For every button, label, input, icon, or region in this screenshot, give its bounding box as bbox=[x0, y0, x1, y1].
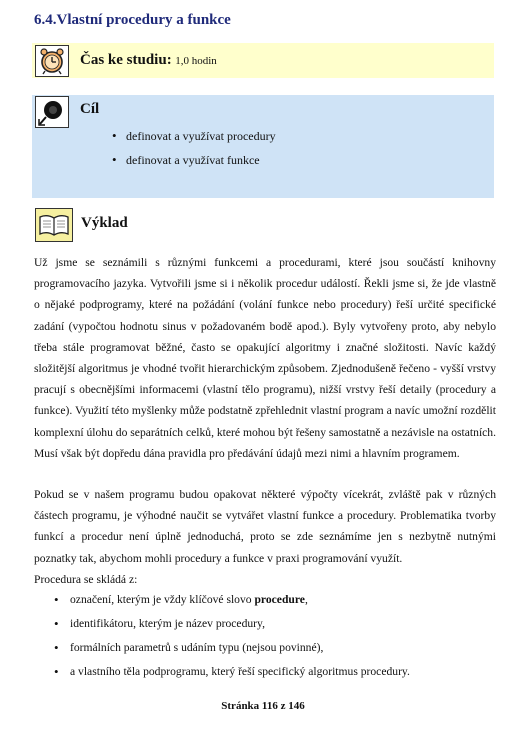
section-heading: 6.4.Vlastní procedury a funkce bbox=[34, 12, 231, 28]
list-item: • a vlastního těla podprogramu, který řeší specifický algoritmus procedury. bbox=[54, 662, 494, 686]
list-item: • formálních parametrů s udáním typu (nejsou povinné), bbox=[54, 638, 494, 662]
page-footer: Stránka 116 z 146 bbox=[221, 700, 305, 712]
goal-item: • definovat a využívat procedury bbox=[112, 127, 276, 151]
goal-box bbox=[32, 95, 494, 198]
list-item-text: označení, kterým je vždy klíčové slovo bbox=[70, 593, 255, 606]
paragraph-procedure-parts: Procedura se skládá z: bbox=[34, 573, 138, 586]
target-icon bbox=[35, 96, 69, 128]
keyword-procedure: procedure bbox=[254, 593, 305, 606]
procedure-parts-list bbox=[54, 590, 494, 686]
paragraph-intro: Už jsme se seznámili s různými funkcemi a procedurami, které jsou součástí knihovny programovacího jazyka. Vytvořili jsme si i několik procedur událostí. Řekli jsme si, že jde vlastně o nějaké podprogramy, které na požádání (volání funkce nebo procedury) řeší určité specifické zadání (vypočtou hodnotu sinus v požadovaném bodě apod.). Byly vytvořeny proto, aby nebylo třeba stále programovat běžné, často se opakující algoritmy i značné složitosti. Navíc každý složitější algoritmus je vhodné tvořit hierarchickým způsobem. Zjednodušeně řečeno - vyšší vrstvy pracují s obecnějšími informacemi (vlastní tělo programu), nižší vrstvy řeší detaily (procedury a funkce). Využití této myšlenky může podstatně zpřehlednit vlastní program a navíc umožní rozdělit komplexní úlohu do separátních celků, které mohou být řešeny samostatně a nezávisle na ostatních. Musí však být dopředu dána pravidla pro předávání údajů mezi nimi a hlavním programem. bbox=[34, 256, 497, 460]
study-time-box bbox=[32, 43, 494, 78]
open-book-icon bbox=[35, 208, 73, 242]
study-time-title: Čas ke studiu: bbox=[80, 52, 172, 68]
list-item bbox=[54, 590, 494, 614]
goal-item: • definovat a využívat funkce bbox=[112, 151, 276, 175]
alarm-clock-icon bbox=[35, 45, 69, 77]
section-title: Výklad bbox=[81, 215, 128, 231]
goal-title: Cíl bbox=[80, 101, 100, 117]
goal-list bbox=[112, 127, 276, 175]
study-time-value: 1,0 hodin bbox=[175, 55, 217, 67]
study-time-label bbox=[80, 52, 217, 69]
list-item: • identifikátoru, kterým je název procedury, bbox=[54, 614, 494, 638]
paragraph-functions: Pokud se v našem programu budou opakovat některé výpočty vícekrát, zvláště pak v různých částech programu, je výhodné naučit se vytvářet vlastní funkce a procedury. Problematika tvorby funkcí a procedur není úplně jednoduchá, proto se zde seznámíme jen s nezbytně nutnými poznatky tak, abychom mohli procedury a funkce v praxi programování využít. bbox=[34, 488, 496, 565]
list-item-suffix: , bbox=[304, 593, 308, 606]
